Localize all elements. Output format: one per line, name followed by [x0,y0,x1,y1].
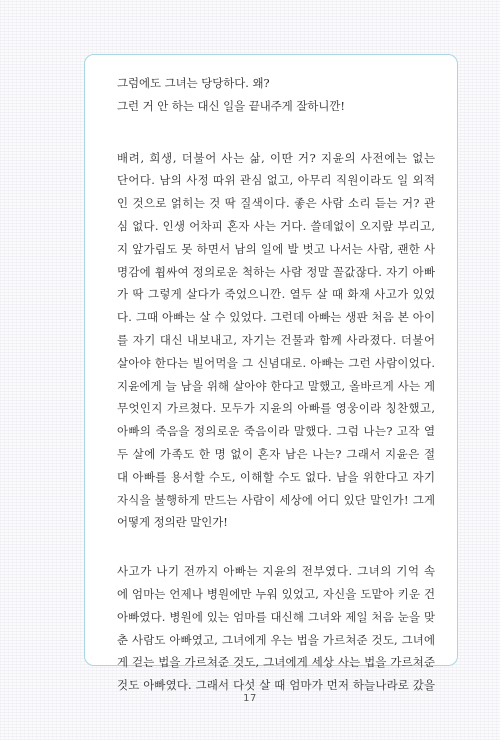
page-number: 17 [243,693,257,704]
text-line: 게 걷는 법을 가르쳐준 것도, 그녀에게 세상 사는 법을 가르쳐준 [117,655,436,670]
text-line: 다. 그때 아빠는 살 수 있었다. 그런데 아빠는 생판 처음 본 아이 [117,310,436,325]
text-line: 무엇인지 가르쳤다. 모두가 지윤의 아빠를 영웅이라 칭찬했고, [117,401,436,416]
text-line: 가 딱 그렇게 살다가 죽었으니깐. 열두 살 때 화재 사고가 있었 [117,287,436,302]
text-line: 아빠의 죽음을 정의로운 죽음이라 말했다. 그럼 나는? 고작 열 [117,424,436,439]
text-line: 아빠였다. 병원에 있는 엄마를 대신해 그녀와 제일 처음 눈을 맞 [117,609,436,624]
text-line: 심 없다. 인생 어차피 혼자 사는 거다. 쓸데없이 오지랖 부리고, [117,218,436,233]
paragraph-gap [117,118,435,147]
page-body [117,72,435,697]
text-line: 어떻게 정의란 말인가! [117,515,228,530]
text-line: 지윤에게 늘 남을 위해 살아야 한다고 말했고, 올바르게 사는 게 [117,378,436,393]
text-line: 대 아빠를 용서할 수도, 이해할 수도 없다. 남을 위한다고 자기 [117,469,436,484]
text-line: 살아야 한다는 빌어먹을 그 신념대로. 아빠는 그런 사람이었다. [117,355,436,370]
text-line: 자식을 불행하게 만드는 사람이 세상에 어디 있단 말인가! 그게 [117,492,436,507]
text-line: 지 앞가림도 못 하면서 남의 일에 발 벗고 나서는 사람, 괜한 사 [117,241,436,256]
text-line: 인 것으로 얽히는 것 딱 질색이다. 좋은 사람 소리 듣는 거? 관 [117,196,436,211]
text-line: 에 엄마는 언제나 병원에만 누워 있었고, 자신을 도맡아 키운 건 [117,586,436,601]
text-line: 그럼에도 그녀는 당당하다. 왜? [117,76,270,90]
text-line: 명감에 휩싸여 정의로운 척하는 사람 정말 꼴값잖다. 자기 아빠 [117,264,436,279]
text-line: 춘 사람도 아빠였고, 그녀에게 우는 법을 가르쳐준 것도, 그녀에 [117,632,436,647]
text-line: 배려, 희생, 더불어 사는 삶, 이딴 거? 지윤의 사전에는 없는 [117,150,436,165]
text-line: 를 자기 대신 내보내고, 자기는 건물과 함께 사라졌다. 더불어 [117,332,436,347]
text-line: 그런 거 안 하는 대신 일을 끝내주게 잘하니깐! [117,98,345,113]
text-line: 것도 아빠였다. 그래서 다섯 살 때 엄마가 먼저 하늘나라로 갔을 [117,678,436,693]
paragraph-gap [117,534,435,560]
text-line: 두 살에 가족도 한 명 없이 혼자 남은 나는? 그래서 지윤은 절 [117,446,436,461]
text-line: 단어다. 남의 사정 따위 관심 없고, 아무리 직원이라도 일 외적 [117,173,436,188]
text-line: 사고가 나기 전까지 아빠는 지윤의 전부였다. 그녀의 기억 속 [117,564,436,579]
